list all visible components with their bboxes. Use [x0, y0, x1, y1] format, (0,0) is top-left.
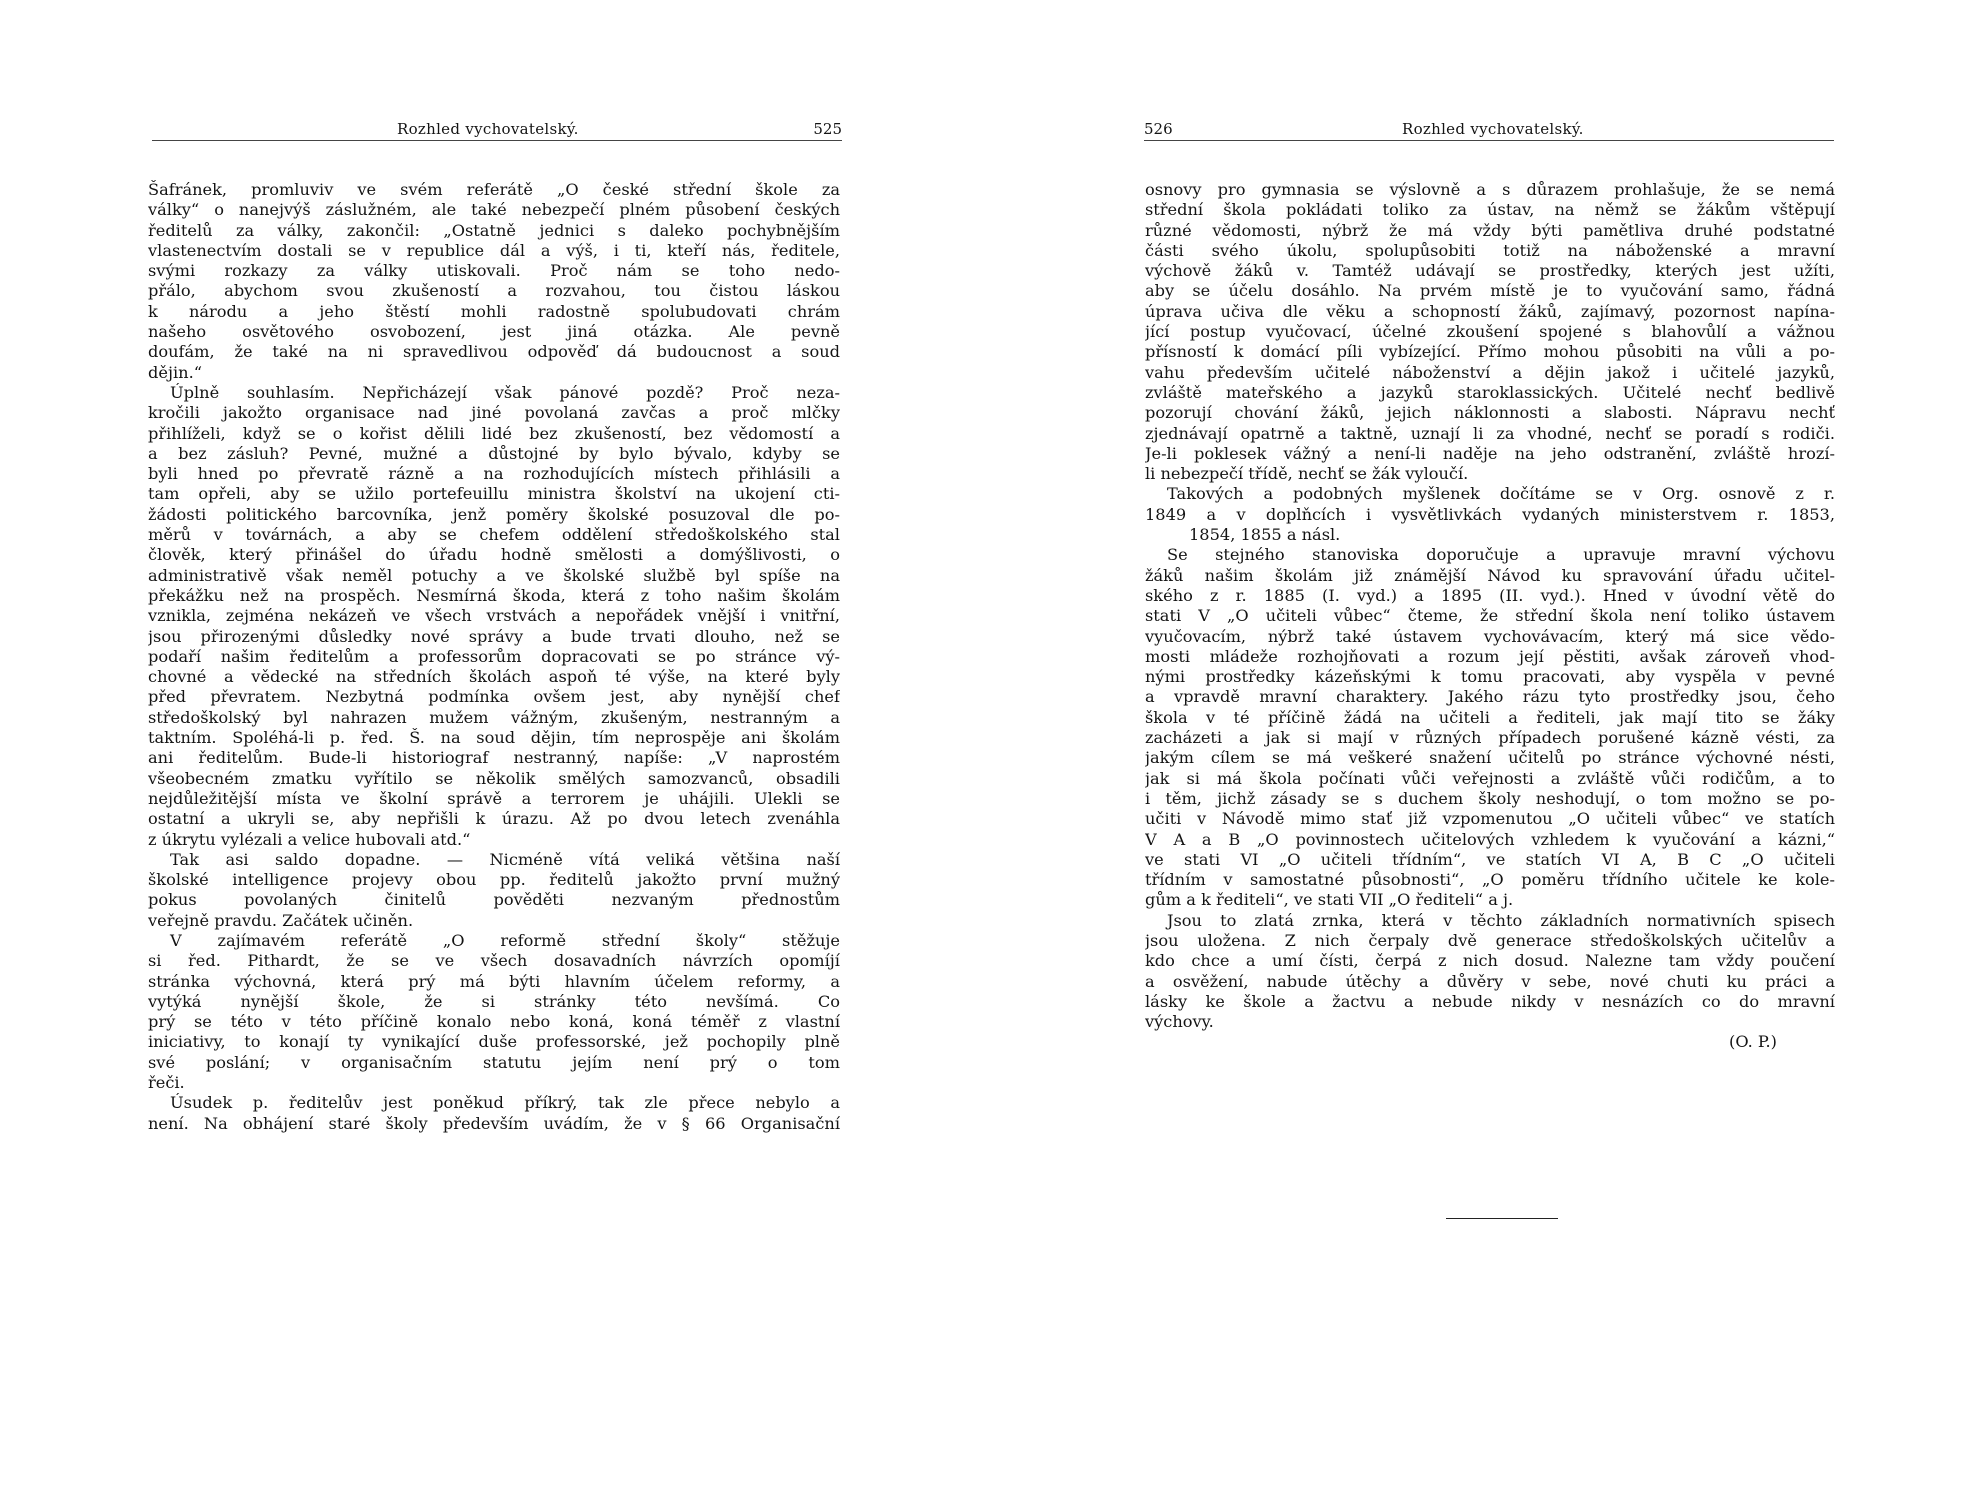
text-line: zjednávají opatrně a taktně, uznají li za vhodné, nechť se poradí s rodiči. — [1145, 423, 1835, 443]
page-number: 526 — [1144, 120, 1173, 138]
text-line: vyučovacím, nýbrž také ústavem vychovávacím, který má sice vědo- — [1145, 626, 1835, 646]
text-line: z úkrytu vylézali a velice hubovali atd.“ — [148, 829, 471, 849]
text-line: učiti v Návodě mimo stať již vzpomenutou „O učiteli vůbec“ ve statích — [1145, 809, 1835, 829]
text-line: chovné a vědecké na středních školách aspoň té výše, na které byly — [148, 667, 840, 687]
page-number: 525 — [813, 120, 842, 138]
text-line: ostatní a ukryli se, aby nepřišli k úrazu. Až po dvou letech zvenáhla — [148, 809, 840, 829]
text-line: jsou uložena. Z nich čerpaly dvě generace středoškolských učitelův a — [1145, 930, 1835, 950]
text-line: úprava učiva dle věku a schopností žáků, zajímavý, pozornost napína- — [1145, 301, 1835, 321]
left-page-header — [152, 120, 842, 146]
text-line: ani ředitelům. Bude-li historiograf nestranný, napíše: „V naprostém — [148, 748, 840, 768]
text-line: a bez zásluh? Pevné, mužné a důstojné by bylo bývalo, kdyby se — [148, 443, 840, 463]
text-line: pozorují chování žáků, jejich náklonnosti a slabosti. Nápravu nechť — [1145, 403, 1835, 423]
text-line: své poslání; v organisačním statutu jejím není prý o tom — [148, 1052, 840, 1072]
running-title: Rozhled vychovatelský. — [397, 120, 579, 138]
right-page-body — [1145, 180, 1835, 1053]
text-line: 1854, 1855 a násl. — [1189, 525, 1341, 545]
text-line: různé vědomosti, nýbrž že má vždy býti pamětliva druhé podstatné — [1145, 220, 1835, 240]
text-line: Jsou to zlatá zrnka, která v těchto základních normativních spisech — [1167, 910, 1835, 930]
end-of-article-rule — [1446, 1218, 1558, 1219]
text-line: si řed. Pithardt, že se ve všech dosavadních návrzích opomíjí — [148, 951, 840, 971]
text-line: jsou přirozenými důsledky nové správy a bude trvati dlouho, než se — [148, 626, 840, 646]
text-line: stránka výchovná, která prý má býti hlavním účelem reformy, a — [148, 971, 840, 991]
text-line: podaří našim ředitelům a professorům dopracovati se po stránce vý- — [148, 646, 840, 666]
header-rule — [152, 140, 842, 141]
text-line: veřejně pravdu. Začátek učiněn. — [148, 910, 414, 930]
text-line: našeho osvětového osvobození, jest jiná otázka. Ale pevně — [148, 322, 840, 342]
text-line: války“ o nanejvýš záslužném, ale také nebezpečí plném působení českých — [148, 200, 840, 220]
text-line: Se stejného stanoviska doporučuje a upravuje mravní výchovu — [1167, 545, 1835, 565]
text-line: žáků našim školám již známější Návod ku spravování úřadu učitel- — [1145, 565, 1835, 585]
text-line: mosti mládeže rozhojňovati a rozum její pěstiti, avšak zároveň vhod- — [1145, 646, 1835, 666]
text-line: V A a B „O povinnostech učitelových vzhledem k vyučování a kázni,“ — [1145, 829, 1835, 849]
text-line: třídním v samostatné působnosti“, „O poměru třídního učitele ke kole- — [1145, 870, 1835, 890]
text-line: není. Na obhájení staré školy především uvádím, že v § 66 Organisační — [148, 1113, 840, 1133]
text-line: kročili jakožto organisace nad jiné povolaná zavčas a proč mlčky — [148, 403, 840, 423]
text-line: ského z r. 1885 (I. vyd.) a 1895 (II. vyd.). Hned v úvodní větě do — [1145, 585, 1835, 605]
text-line: přísností k domácí píli vybízející. Přímo mohou působiti na vůli a po- — [1145, 342, 1835, 362]
text-line: střední škola pokládati toliko za ústav, na němž se žákům vštěpují — [1145, 200, 1835, 220]
text-line: před převratem. Nezbytná podmínka ovšem jest, aby nynější chef — [148, 687, 840, 707]
text-line: aby se účelu dosáhlo. Na prvém místě je to vyučování samo, řádná — [1145, 281, 1835, 301]
text-line: Tak asi saldo dopadne. — Nicméně vítá veliká většina naší — [170, 849, 840, 869]
text-line: ve stati VI „O učiteli třídním“, ve statích VI A, B C „O učiteli — [1145, 849, 1835, 869]
text-line: vahu především učitelé náboženství a dějin jakož i učitelé jazyků, — [1145, 362, 1835, 382]
text-line: a osvěžení, nabude útěchy a důvěry v sebe, nové chuti ku práci a — [1145, 971, 1835, 991]
running-title: Rozhled vychovatelský. — [1402, 120, 1584, 138]
text-line: jakým cílem se má veškeré snažení učitelů po stránce výchovné nésti, — [1145, 748, 1835, 768]
text-line: jak si má škola počínati vůči veřejnosti a zvláště vůči rodičům, a to — [1145, 768, 1835, 788]
text-line: školské intelligence projevy obou pp. ředitelů jakožto první mužný — [148, 870, 840, 890]
text-line: škola v té příčině žádá na učiteli a řediteli, jak mají tito se žáky — [1145, 707, 1835, 727]
text-line: výchovy. — [1145, 1012, 1214, 1032]
text-line: Úplně souhlasím. Nepřicházejí však pánové pozdě? Proč neza- — [170, 382, 840, 402]
text-line: stati V „O učiteli vůbec“ čteme, že střední škola není toliko ústavem — [1145, 606, 1835, 626]
text-line: výchově žáků v. Tamtéž udávají se prostředky, kterých jest užíti, — [1145, 261, 1835, 281]
text-line: člověk, který přinášel do úřadu hodně smělosti a domýšlivosti, o — [148, 545, 840, 565]
text-line: V zajímavém referátě „O reformě střední školy“ stěžuje — [170, 930, 840, 950]
text-line: iniciativy, to konají ty vynikající duše professorské, jež pochopily plně — [148, 1032, 840, 1052]
text-line: přálo, abychom svou zkušeností a rozvahou, tou čistou láskou — [148, 281, 840, 301]
left-page-body — [148, 180, 840, 1134]
text-line: osnovy pro gymnasia se výslovně a s důrazem prohlašuje, že se nemá — [1145, 180, 1835, 199]
text-line: dějin.“ — [148, 362, 202, 382]
text-line: Je-li poklesek vážný a není-li naděje na jeho odstranění, zvláště hrozí- — [1145, 443, 1835, 463]
text-line: měrů v továrnách, a aby se chefem oddělení středoškolského stal — [148, 525, 840, 545]
text-line: gům a k řediteli“, ve stati VII „O řediteli“ a j. — [1145, 890, 1514, 910]
text-line: vznikla, zejména nekázeň ve všech vrstvách a nepořádek vnější i vnitřní, — [148, 606, 840, 626]
text-line: nejdůležitější místa ve školní správě a terrorem je uhájili. Ulekli se — [148, 788, 840, 808]
text-line: Takových a podobných myšlenek dočítáme se v Org. osnově z r. — [1167, 484, 1835, 504]
text-line: 1849 a v doplňcích i vysvětlivkách vydaných ministerstvem r. 1853, — [1145, 504, 1835, 524]
text-line: taktním. Spoléhá-li p. řed. Š. na soud dějin, tím neprospěje ani školám — [148, 728, 840, 748]
text-line: kdo chce a umí čísti, čerpá z nich dosud. Nalezne tam vždy poučení — [1145, 951, 1835, 971]
text-line: Úsudek p. ředitelův jest poněkud příkrý, tak zle přece nebylo a — [170, 1093, 840, 1113]
text-line: části svého úkolu, spolupůsobiti totiž na náboženské a mravní — [1145, 240, 1835, 260]
text-line: přihlíželi, když se o kořist dělili lidé bez zkušeností, bez vědomostí a — [148, 423, 840, 443]
text-line: Šafránek, promluviv ve svém referátě „O české střední škole za — [148, 180, 840, 199]
text-line: lásky ke škole a žactvu a nebude nikdy v nesnázích co do mravní — [1145, 991, 1835, 1011]
text-line: všeobecném zmatku vyřítilo se několik smělých samozvanců, obsadili — [148, 768, 840, 788]
text-line: žádosti politického barcovníka, jenž poměry školské posuzoval dle po- — [148, 504, 840, 524]
text-line: administrativě však neměl potuchy a ve školské službě byl spíše na — [148, 565, 840, 585]
text-line: prý se této v této příčině konalo nebo koná, koná téměř z vlastní — [148, 1012, 840, 1032]
text-line: nými prostředky kázeňskými k tomu pracovati, aby vyspěla v pevné — [1145, 667, 1835, 687]
right-page — [991, 0, 1982, 1500]
text-line: (O. P.) — [1729, 1032, 1777, 1052]
text-line: středoškolský byl nahrazen mužem vážným, zkušeným, nestranným a — [148, 707, 840, 727]
text-line: vlastenectvím dostali se v republice dál a výš, i ti, kteří nás, ředitele, — [148, 240, 840, 260]
text-line: zvláště mateřského a jazyků staroklassických. Učitelé nechť bedlivě — [1145, 382, 1835, 402]
text-line: a vpravdě mravní charaktery. Jakého rázu tyto prostředky jsou, čeho — [1145, 687, 1835, 707]
right-page-header — [1144, 120, 1834, 146]
text-line: i těm, jichž zásady se s duchem školy neshodují, o tom možno se po- — [1145, 788, 1835, 808]
text-line: k národu a jeho štěstí mohli radostně spolubudovati chrám — [148, 301, 840, 321]
text-line: byli hned po převratě rázně a na rozhodujících místech přihlásili a — [148, 464, 840, 484]
text-line: li nebezpečí třídě, nechť se žák vyloučí. — [1145, 464, 1469, 484]
text-line: jící postup vyučovací, účelné zkoušení spojené s blahovůlí a vážnou — [1145, 322, 1835, 342]
text-line: řeči. — [148, 1073, 185, 1093]
text-line: doufám, že také na ni spravedlivou odpověď dá budoucnost a soud — [148, 342, 840, 362]
header-rule — [1144, 140, 1834, 141]
text-line: ředitelů za války, zakončil: „Ostatně jednici s daleko pochybnějším — [148, 220, 840, 240]
text-line: pokus povolaných činitelů pověděti nezvaným přednostům — [148, 890, 840, 910]
text-line: svými rozkazy za války utiskovali. Proč nám se toho nedo- — [148, 261, 840, 281]
text-line: tam opřeli, aby se užilo portefeuillu ministra školství na ukojení cti- — [148, 484, 840, 504]
text-line: vytýká nynější škole, že si stránky této nevšímá. Co — [148, 991, 840, 1011]
text-line: překážku než na prospěch. Nesmírná škoda, která z toho našim školám — [148, 585, 840, 605]
text-line: zacházeti a jak si mají v různých případech porušené kázně vésti, za — [1145, 728, 1835, 748]
